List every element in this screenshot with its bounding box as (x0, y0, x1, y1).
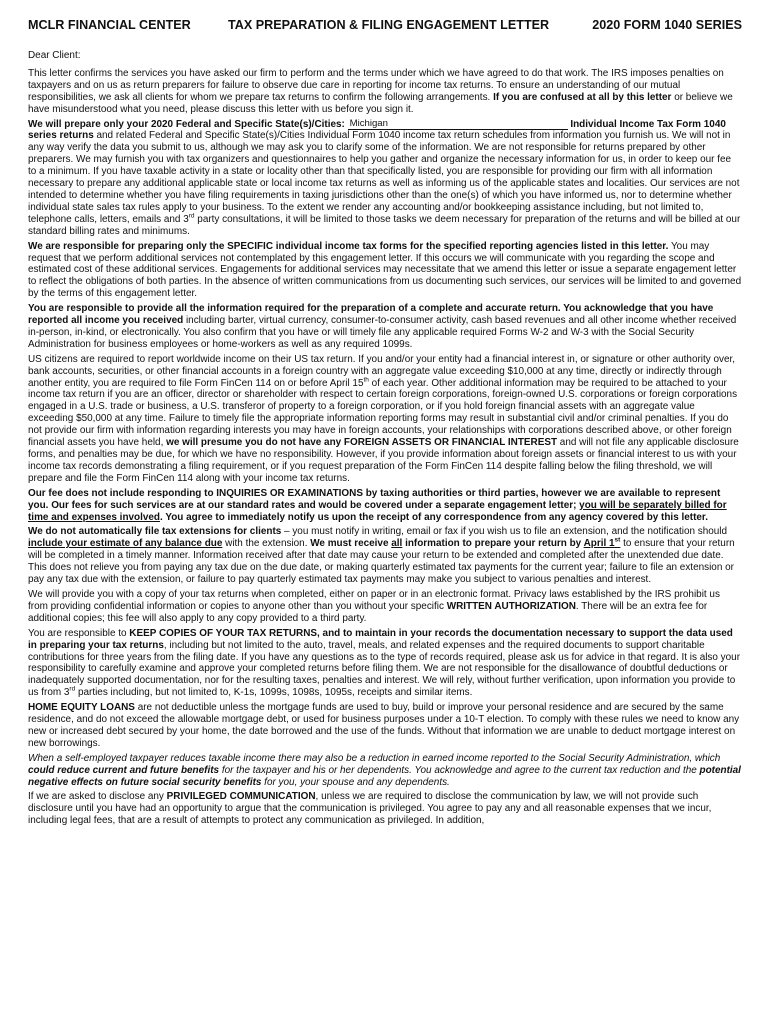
document-title: TAX PREPARATION & FILING ENGAGEMENT LETTER (228, 18, 550, 32)
paragraph-home-equity: HOME EQUITY LOANS are not deductible unless the mortgage funds are used to buy, build or improve your personal residence and are secured by the same residence, and do not exceed the allowable mortgage debt, or used for business purposes under a 10-T election. To comply with these rules we need to know any new or increased debt secured by your home, the date borrowed and the use of the funds. Without that information we are unable to deduct mortgage interest on new borrowings. (28, 702, 740, 749)
paragraph-scope: We will prepare only your 2020 Federal and Specific State(s)/Cities: Michigan Individual Income Tax Form 1040 series returns and related Federal and Specific State(s)/Cities Individual Form 1040 income tax return schedules from information you furnish us. We will not in any way verify the data you submit to us, although we may ask you to clarify some of the information. We are not responsible for returns prepared by other preparers. We may furnish you with tax organizers and questionnaires to help you gather and organize the necessary information for us, in order to keep our fee to a minimum. If you have taxable activity in a state or locality other than that specifically listed, you are responsible for providing our firm with all information necessary to prepare any additional applicable state or local income tax returns as well as informing us of the applicable states and localities. Our services are not intended to determine whether you have filing requirements in taxing jurisdictions other than the one(s) of which you have informed us, nor to determine whether individual state sales tax rules apply to your business. To the extent we render any accounting and/or bookkeeping assistance including, but not limited to, telephone calls, letters, emails and 3rd party consultations, it will be limited to those tasks we deem necessary for preparation of the returns and will be billed at our standard billing rates and minimums. (28, 117, 741, 237)
paragraph-privileged-communication: If we are asked to disclose any PRIVILEGED COMMUNICATION, unless we are required to disclose the communication by law, we will not provide such disclosure until you have had an opportunity to argue that the communication is privileged. You agree to pay any and all reasonable expenses that we incur, including legal fees, that are a result of attempts to protect any communication as privileged. In addition, (28, 791, 712, 827)
firm-name: MCLR FINANCIAL CENTER (28, 18, 191, 32)
paragraph-inquiries: Our fee does not include responding to INQUIRIES OR EXAMINATIONS by taxing authorities or third parties, however we are available to represent you. Our fees for such services are at our standard rates and would be covered under a separate engagement letter; you will be separately billed for time and expenses involved. You agree to immediately notify us upon the receipt of any correspondence from any agency covered by this letter. (28, 487, 727, 523)
paragraph-specific-forms: We are responsible for preparing only the SPECIFIC individual income tax forms for the specified reporting agencies listed in this letter. You may request that we perform additional services not contemplated by this engagement letter. If this occurs we will communicate with you regarding the scope and estimated cost of these additional services. Engagements for additional services may necessitate that we amend this letter or issue a separate engagement letter to reflect the obligations of both parties. In the absence of written communications from us documenting such services, our services will be limited to and governed by the terms of this engagement letter. (28, 240, 742, 300)
letter-body (28, 50, 742, 830)
paragraph-intro: This letter confirms the services you have asked our firm to perform and the terms under which we have agreed to do that work. The IRS imposes penalties on taxpayers and on us as return preparers for failure to observe due care in reporting for income tax returns. To ensure an understanding of our mutual responsibilities, we ask all clients for whom we prepare tax returns to confirm the following arrangements. If you are confused at all by this letter or believe we have misunderstood what you need, please discuss this letter with us before you sign it. (28, 67, 733, 115)
form-series: 2020 FORM 1040 SERIES (592, 18, 742, 32)
greeting: Dear Client: (28, 50, 81, 61)
states-cities-field[interactable]: Michigan (348, 119, 568, 130)
paragraph-extensions: We do not automatically file tax extensions for clients – you must notify in writing, email or fax if you wish us to file an extension, and the notification should include your estimate of any balance due with the extension. We must receive all information to prepare your return by April 1st to ensure that your return will be completed in a timely manner. Information received after that date may cause your return to be extended and completed after the unextended due date. This does not relieve you from paying any tax due on the due date, or making quarterly estimated tax payments for the current year; failure to file an extension or pay any tax due with the extension, or failure to pay quarterly estimated tax payments may make you subject to various penalties and interest. (28, 526, 735, 586)
paragraph-copies-privacy: We will provide you with a copy of your tax returns when completed, either on paper or in an electronic format. Privacy laws established by the IRS prohibit us from providing confidential information or copies to anyone other than you without your specific WRITTEN AUTHORIZATION. There will be an extra fee for additional copies; this fee will also apply to any copy provided to a third party. (28, 588, 720, 624)
paragraph-social-security: When a self-employed taxpayer reduces taxable income there may also be a reduction in earned income reported to the Social Security Administration, which could reduce current and future benefits for the taxpayer and his or her dependents. You acknowledge and agree to the current tax reduction and the potential negative effects on future social security benefits for you, your spouse and any dependents. (28, 752, 741, 788)
paragraph-records: You are responsible to KEEP COPIES OF YOUR TAX RETURNS, and to maintain in your records the documentation necessary to support the data used in preparing your tax returns, including but not limited to the auto, travel, meals, and related expenses and the required documents to support charitable contributions for three years from the filing date. If you have any questions as to the type of records required, please ask us for advice in that regard. It is also your responsibility to carefully examine and approve your completed returns before filing them. We are not responsible for the disallowance of doubtful deductions or inadequately supported documentation, nor for the resulting taxes, penalties and interest. We will rely, without further verification, upon information you provide to us from 3rd parties including, but not limited to, K-1s, 1099s, 1098s, 1095s, receipts and similar items. (28, 627, 741, 699)
document-header (28, 18, 742, 40)
paragraph-foreign-assets: US citizens are required to report worldwide income on their US tax return. If you and/or your entity had a financial interest in, or signature or other authority over, bank accounts, securities, or other financial accounts in a foreign country with an aggregate value exceeding $10,000 at any time, directly or indirectly through another entity, you are required to file Form FinCen 114 on or before April 15th of each year. Other additional information may be required to be attached to your income tax return if you are an officer, director or shareholder with respect to certain foreign corporations, foreign-owned U.S. corporations or foreign corporations engaged in a U.S. trade or business, a U.S. transferor of property to a foreign corporation, or if you hold foreign financial assets with an aggregate value exceeding $50,000 at any time. Failure to timely file the appropriate information reporting forms may result in substantial civil and/or criminal penalties. If you do not provide our firm with information regarding interests you may have in foreign accounts, your relationships with corporations described above, or other foreign financial assets you have held, we will presume you do not have any FOREIGN ASSETS OR FINANCIAL INTEREST and will not file any applicable disclosure forms, and penalties may be due, for which we have no responsibility. However, if you provide information about foreign assets or financial interest to us with your income tax records demonstrating a filing requirement, or if you request preparation of the Form FinCen 114 despite falling below the filing threshold, we will prepare and file the Form FinCen 114 along with your income tax returns. (28, 353, 739, 484)
paragraph-information-required: You are responsible to provide all the information required for the preparation of a complete and accurate return. You acknowledge that you have reported all income you received including barter, virtual currency, consumer-to-consumer activity, cash based revenues and all other income whether received in-person, in-kind, or electronically. You also confirm that you have or will timely file any applicable required Forms W-2 and W-3 with the Social Security Administration for business employees or home-workers as well as any required 1099s. (28, 303, 737, 350)
